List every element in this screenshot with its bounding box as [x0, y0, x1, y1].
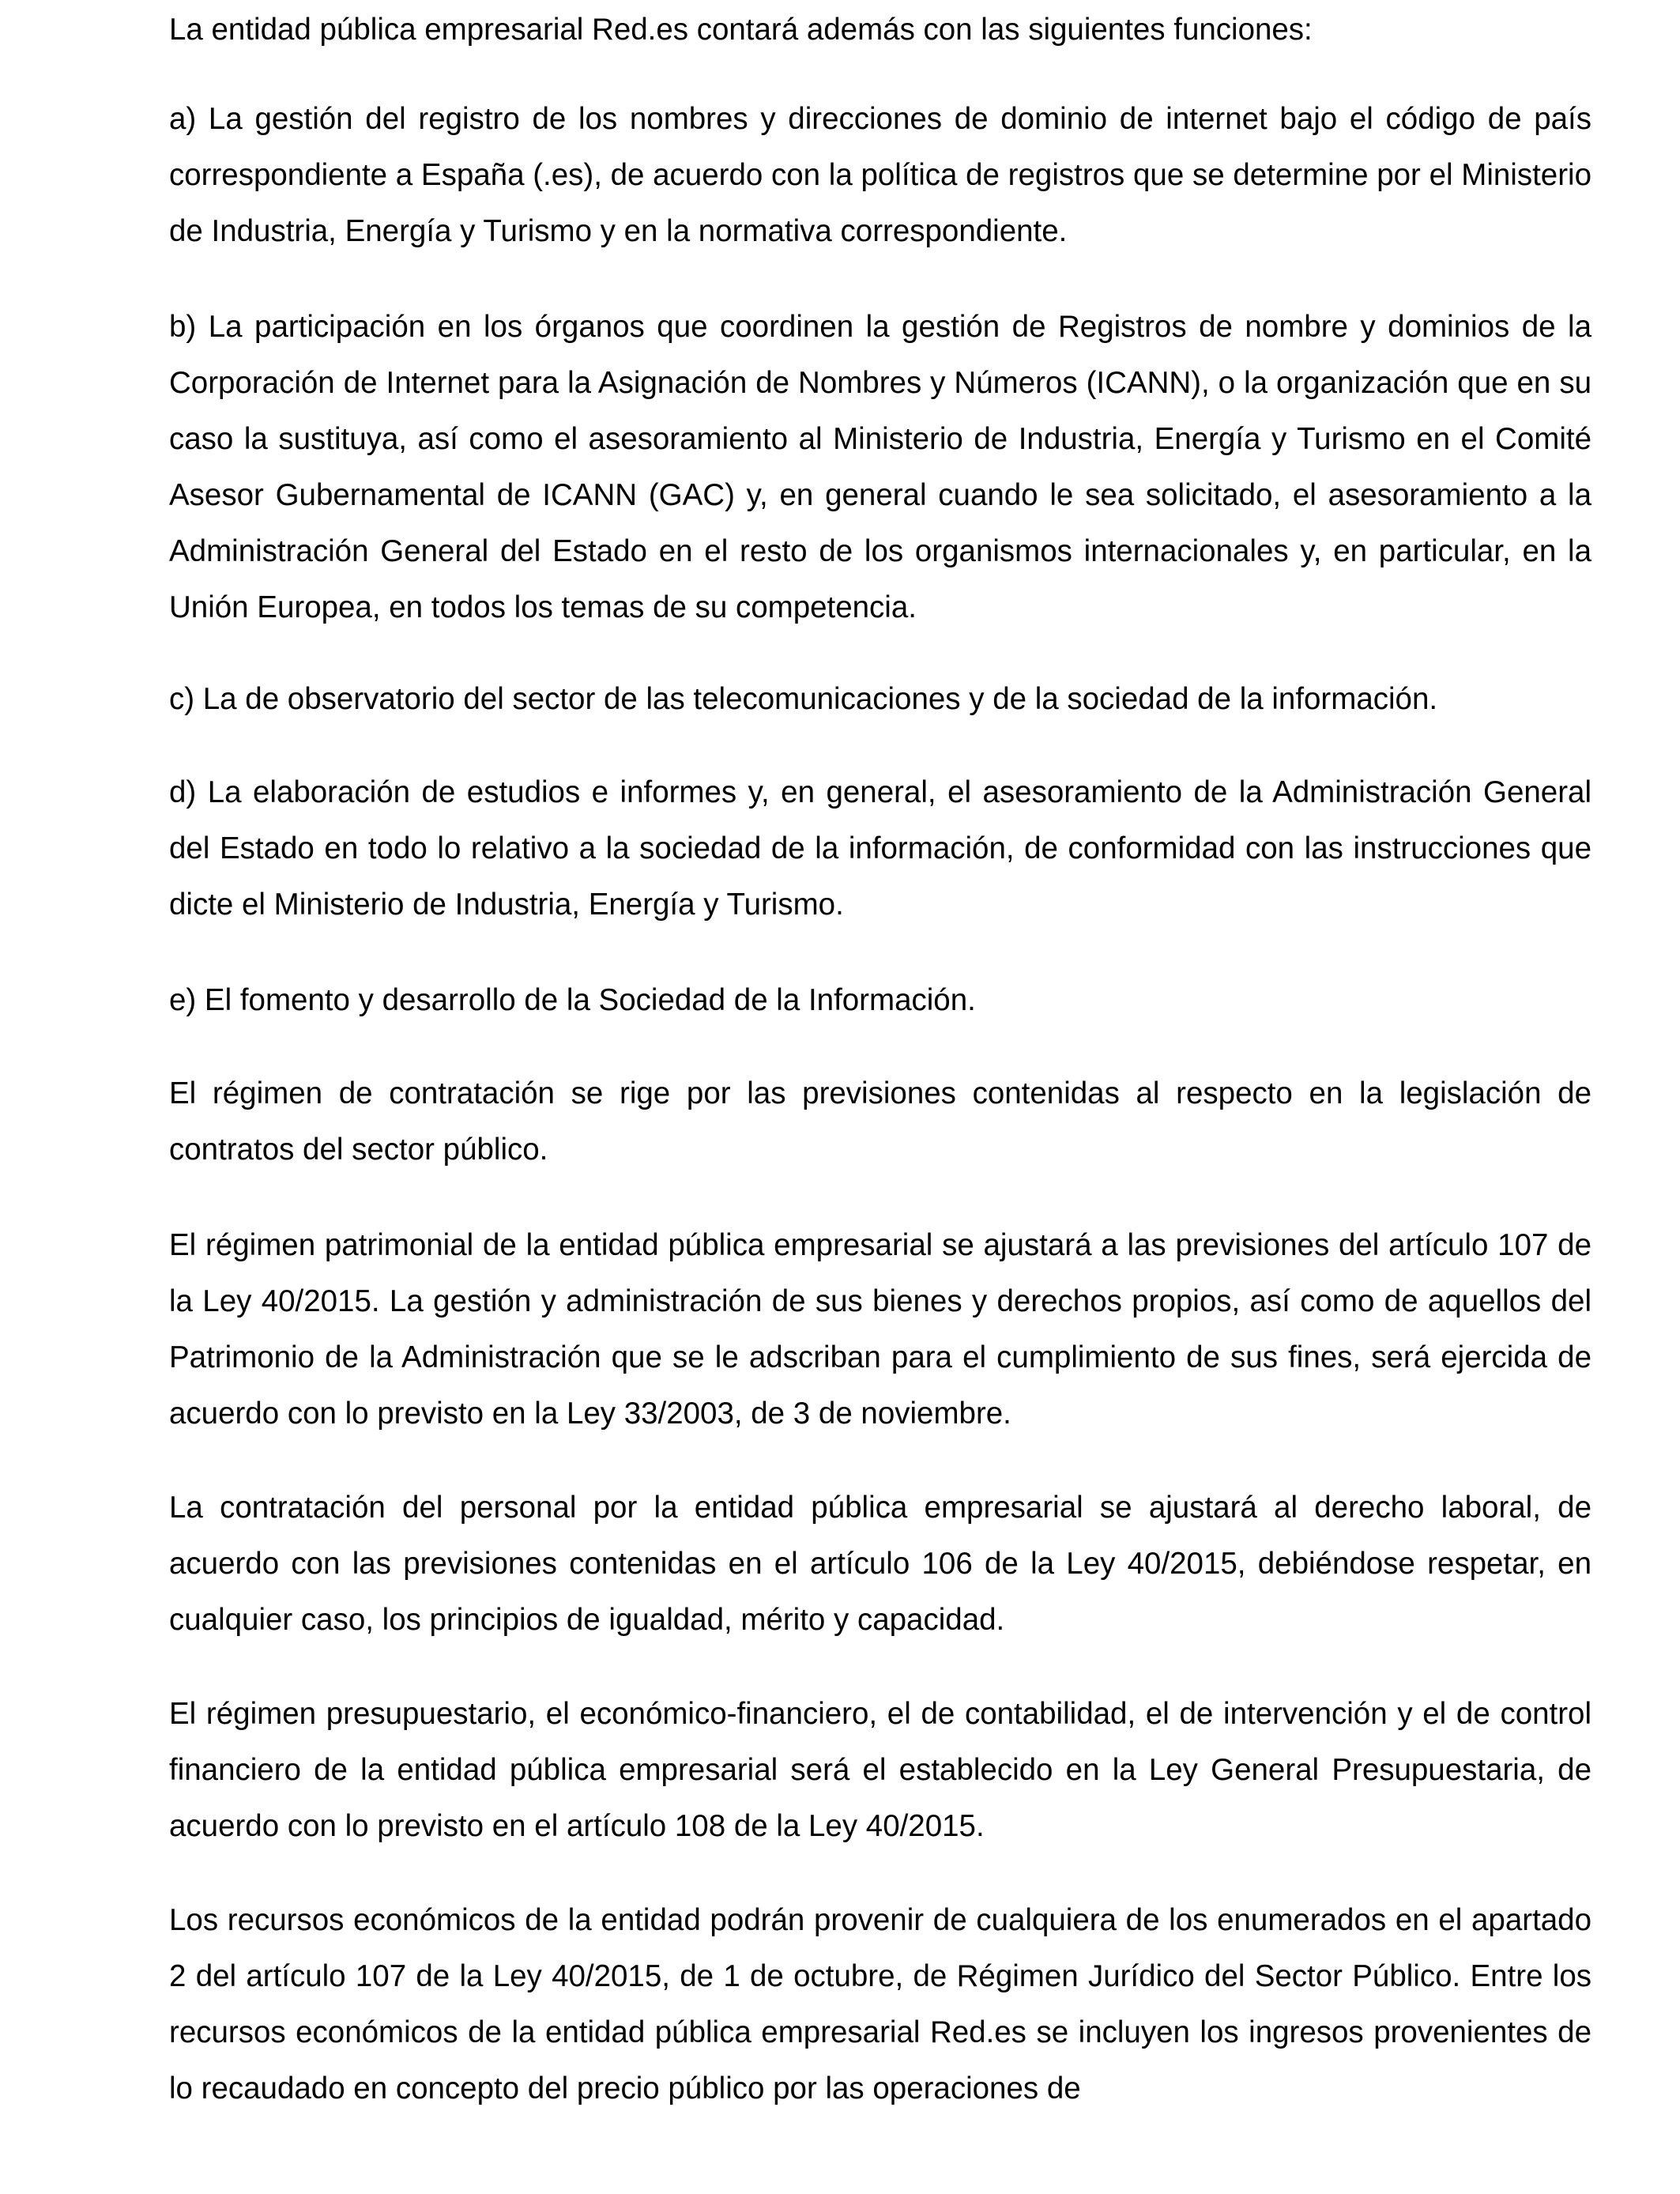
intro-paragraph: La entidad pública empresarial Red.es contará además con las siguientes funciones:: [169, 13, 1313, 47]
paragraph-e: e) El fomento y desarrollo de la Sociedad de la Información.: [169, 983, 976, 1017]
paragraph-personal: La contratación del personal por la entidad pública empresarial se ajustará al derecho laboral, de acuerdo con las previsiones contenidas en el artículo 106 de la Ley 40/2015, debiéndose respetar, en cualquier caso, los principios de igualdad, mérito y capacidad.: [169, 1491, 1591, 1637]
paragraph-b: b) La participación en los órganos que coordinen la gestión de Registros de nombre y dominios de la Corporación de Internet para la Asignación de Nombres y Números (ICANN), o la organización que en su caso la sustituya, así como el asesoramiento al Ministerio de Industria, Energía y Turismo en el Comité Asesor Gubernamental de ICANN (GAC) y, en general cuando le sea solicitado, el asesoramiento a la Administración General del Estado en el resto de los organismos internacionales y, en particular, en la Unión Europea, en todos los temas de su competencia.: [169, 310, 1591, 624]
paragraph-d: d) La elaboración de estudios e informes y, en general, el asesoramiento de la Administración General del Estado en todo lo relativo a la sociedad de la información, de conformidad con las instrucciones que dicte el Ministerio de Industria, Energía y Turismo.: [169, 775, 1591, 922]
paragraph-patrimonial: El régimen patrimonial de la entidad pública empresarial se ajustará a las previsiones del artículo 107 de la Ley 40/2015. La gestión y administración de sus bienes y derechos propios, así como de aquellos del Patrimonio de la Administración que se le adscriban para el cumplimiento de sus fines, será ejercida de acuerdo con lo previsto en la Ley 33/2003, de 3 de noviembre.: [169, 1228, 1591, 1431]
paragraph-contratacion: El régimen de contratación se rige por las previsiones contenidas al respecto en la legislación de contratos del sector público.: [169, 1076, 1591, 1167]
paragraph-c: c) La de observatorio del sector de las telecomunicaciones y de la sociedad de la información.: [169, 682, 1438, 716]
paragraph-a: a) La gestión del registro de los nombres y direcciones de dominio de internet bajo el código de país correspondiente a España (.es), de acuerdo con la política de registros que se determine por el Ministerio de Industria, Energía y Turismo y en la normativa correspondiente.: [169, 102, 1591, 248]
paragraph-recursos: Los recursos económicos de la entidad podrán provenir de cualquiera de los enumerados en el apartado 2 del artículo 107 de la Ley 40/2015, de 1 de octubre, de Régimen Jurídico del Sector Público. Entre los recursos económicos de la entidad pública empresarial Red.es se incluyen los ingresos provenientes de lo recaudado en concepto del precio público por las operaciones de: [169, 1903, 1591, 2105]
paragraph-presupuestario: El régimen presupuestario, el económico-financiero, el de contabilidad, el de intervención y el de control financiero de la entidad pública empresarial será el establecido en la Ley General Presupuestaria, de acuerdo con lo previsto en el artículo 108 de la Ley 40/2015.: [169, 1697, 1591, 1843]
